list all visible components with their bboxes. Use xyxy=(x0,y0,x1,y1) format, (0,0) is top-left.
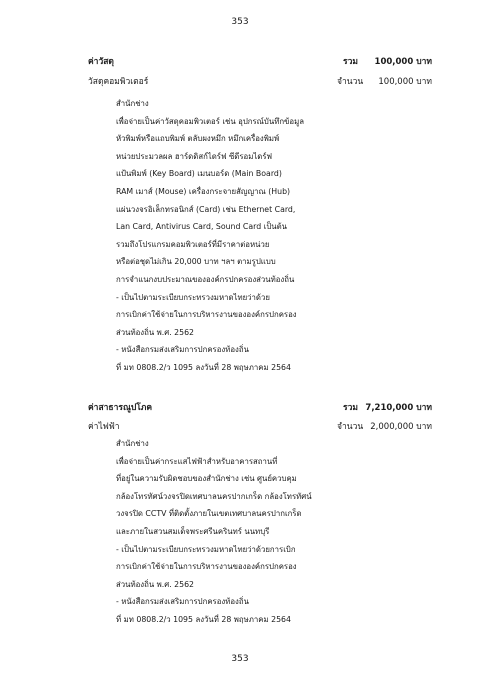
item-qty-label: จำนวน xyxy=(337,422,364,432)
description-line: การเบิกค่าใช้จ่ายในการบริหารงานขององค์กรปกครอง xyxy=(116,562,297,572)
description-line: วงจรปิด CCTV ที่ติดตั้งภายในเขตเทศบาลนครปากเกร็ด xyxy=(116,509,302,519)
description-line: ส่วนท้องถิ่น พ.ศ. 2562 xyxy=(116,327,194,337)
description-line: การเบิกค่าใช้จ่ายในการบริหารงานขององค์กรปกครอง xyxy=(116,310,297,320)
item-name: วัสดุคอมพิวเตอร์ xyxy=(88,77,149,87)
description-line: หรือต่อชุดไม่เกิน 20,000 บาท ฯลฯ ตามรูปแบบ xyxy=(116,257,276,267)
item-amount: 100,000 บาท xyxy=(378,77,432,87)
description-line: แผ่นวงจรอิเล็กทรอนิกส์ (Card) เช่น Ethernet Card, xyxy=(116,204,296,214)
item-amount: 2,000,000 บาท xyxy=(370,422,432,432)
description-line: ที่ มท 0808.2/ว 1095 ลงวันที่ 28 พฤษภาคม 2564 xyxy=(116,614,291,624)
description-line: และภายในสวนสมเด็จพระศรีนครินทร์ นนทบุรี xyxy=(116,526,270,536)
description-line: - หนังสือกรมส่งเสริมการปกครองท้องถิ่น xyxy=(116,345,249,355)
description-line: RAM เมาส์ (Mouse) เครื่องกระจายสัญญาณ (Hub) xyxy=(116,186,291,196)
item-qty-label: จำนวน xyxy=(337,77,364,87)
section-category: ค่าสาธารณูปโภค xyxy=(88,403,153,413)
description-line: Lan Card, Antivirus Card, Sound Card เป็นต้น xyxy=(116,222,287,232)
item-name: ค่าไฟฟ้า xyxy=(88,422,120,432)
description-line: สำนักช่าง xyxy=(116,439,149,448)
description-line: ที่ มท 0808.2/ว 1095 ลงวันที่ 28 พฤษภาคม 2564 xyxy=(116,362,291,372)
description-line: ส่วนท้องถิ่น พ.ศ. 2562 xyxy=(116,579,194,589)
description-line: - หนังสือกรมส่งเสริมการปกครองท้องถิ่น xyxy=(116,597,249,607)
description-line: การจำแนกงบประมาณขององค์กรปกครองส่วนท้องถิ่น xyxy=(116,274,295,284)
page-number-bottom: 353 xyxy=(231,654,249,664)
description-line: สำนักช่าง xyxy=(116,99,149,108)
description-line: เพื่อจ่ายเป็นค่าวัสดุคอมพิวเตอร์ เช่น อุปกรณ์บันทึกข้อมูล xyxy=(116,116,304,126)
section-category: ค่าวัสดุ xyxy=(88,57,114,67)
section-total-amount: 7,210,000 บาท xyxy=(365,403,432,413)
description-line: - เป็นไปตามระเบียบกระทรวงมหาดไทยว่าด้วยการเบิก xyxy=(116,544,296,554)
section-total-label: รวม xyxy=(343,403,358,413)
item-description xyxy=(116,95,304,377)
item-description xyxy=(116,435,312,629)
description-line: เพื่อจ่ายเป็นค่ากระแสไฟฟ้าสำหรับอาคารสถานที่ xyxy=(116,456,278,466)
description-line: - เป็นไปตามระเบียบกระทรวงมหาดไทยว่าด้วย xyxy=(116,292,270,302)
description-line: หน่วยประมวลผล ฮาร์ดดิสก์ไดร์ฟ ซีดีรอมไดร์ฟ xyxy=(116,151,273,161)
description-line: กล้องโทรทัศน์วงจรปิดเทศบาลนครปากเกร็ด กล้องโทรทัศน์ xyxy=(116,491,312,501)
description-line: รวมถึงโปรแกรมคอมพิวเตอร์ที่มีราคาต่อหน่วย xyxy=(116,239,270,249)
section-total-label: รวม xyxy=(343,57,358,67)
description-line: แป้นพิมพ์ (Key Board) เมนบอร์ด (Main Board) xyxy=(116,169,282,179)
section-total-amount: 100,000 บาท xyxy=(374,57,432,67)
description-line: หัวพิมพ์หรือแถบพิมพ์ ตลับผงหมึก หมึกเครื่องพิมพ์ xyxy=(116,134,280,144)
page-number-top: 353 xyxy=(231,17,249,27)
description-line: ที่อยู่ในความรับผิดชอบของสำนักช่าง เช่น ศูนย์ควบคุม xyxy=(116,474,297,484)
